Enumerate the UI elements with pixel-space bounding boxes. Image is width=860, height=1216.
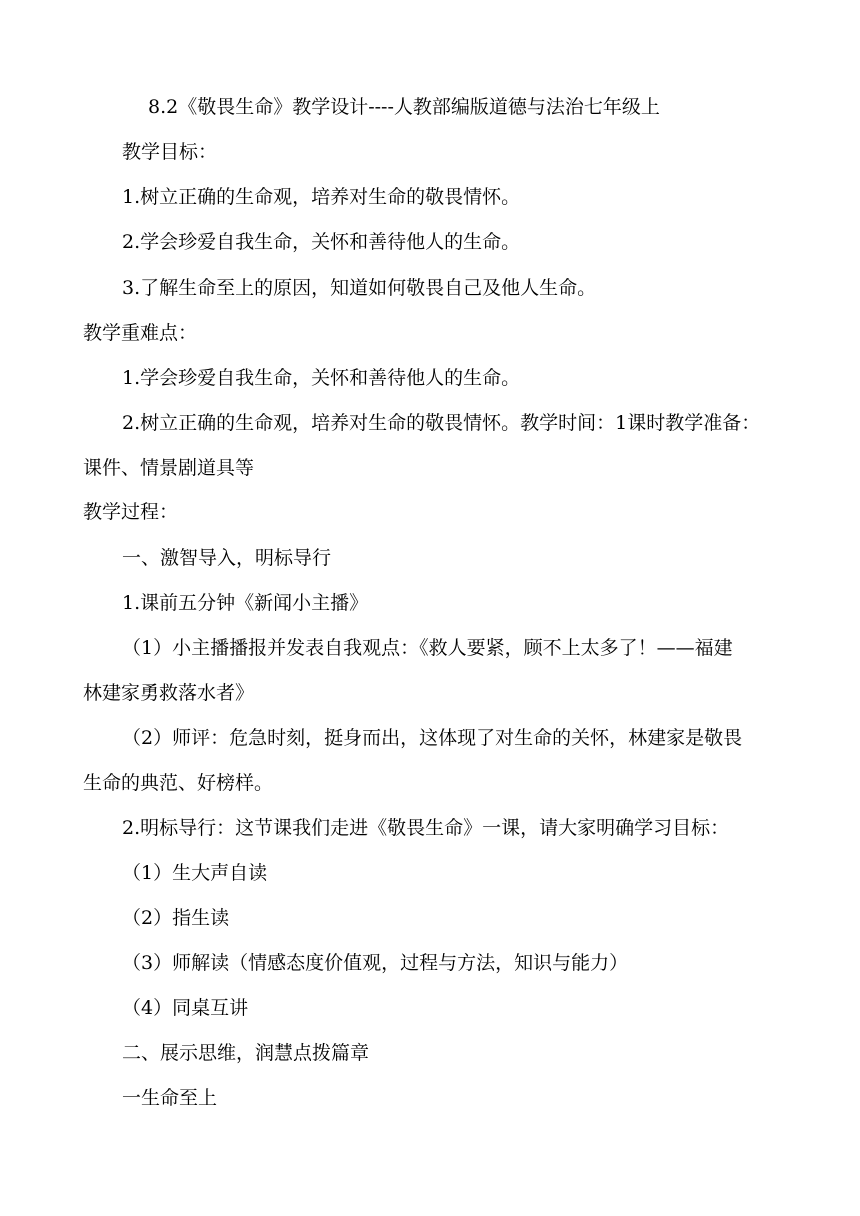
process-subitem-continuation: 林建家勇救落水者》 — [83, 682, 255, 704]
section-heading: 一、激智导入，明标导行 — [122, 547, 332, 569]
process-subitem: （1）小主播播报并发表自我观点：《救人要紧，顾不上太多了！——福建 — [122, 637, 733, 659]
process-subitem: （3）师解读（情感态度价值观，过程与方法，知识与能力） — [122, 952, 629, 974]
key-point-item: 2.树立正确的生命观，培养对生命的敬畏情怀。教学时间：1课时教学准备： — [122, 412, 761, 434]
process-subitem: （2）指生读 — [122, 907, 230, 929]
section-heading: 二、展示思维，润慧点拨篇章 — [122, 1042, 370, 1064]
process-item: 1.课前五分钟《新闻小主播》 — [122, 592, 369, 614]
process-heading: 教学过程： — [83, 501, 179, 523]
objective-item: 3.了解生命至上的原因，知道如何敬畏自己及他人生命。 — [122, 277, 597, 299]
objective-item: 1.树立正确的生命观，培养对生命的敬畏情怀。 — [122, 186, 521, 208]
process-subitem-continuation: 生命的典范、好榜样。 — [83, 772, 274, 794]
key-points-heading: 教学重难点： — [83, 322, 198, 344]
process-subitem: （2）师评：危急时刻，挺身而出，这体现了对生命的关怀，林建家是敬畏 — [122, 727, 743, 749]
process-item: 2.明标导行：这节课我们走进《敬畏生命》一课，请大家明确学习目标： — [122, 817, 730, 839]
process-subitem: （4）同桌互讲 — [122, 997, 249, 1019]
objective-item: 2.学会珍爱自我生命，关怀和善待他人的生命。 — [122, 231, 521, 253]
key-point-continuation: 课件、情景剧道具等 — [83, 457, 255, 479]
section-subheading: 一生命至上 — [122, 1087, 218, 1109]
document-title: 8.2《敬畏生命》教学设计----人教部编版道德与法治七年级上 — [148, 96, 660, 118]
process-subitem: （1）生大声自读 — [122, 862, 268, 884]
objectives-heading: 教学目标： — [122, 141, 218, 163]
key-point-item: 1.学会珍爱自我生命，关怀和善待他人的生命。 — [122, 367, 521, 389]
